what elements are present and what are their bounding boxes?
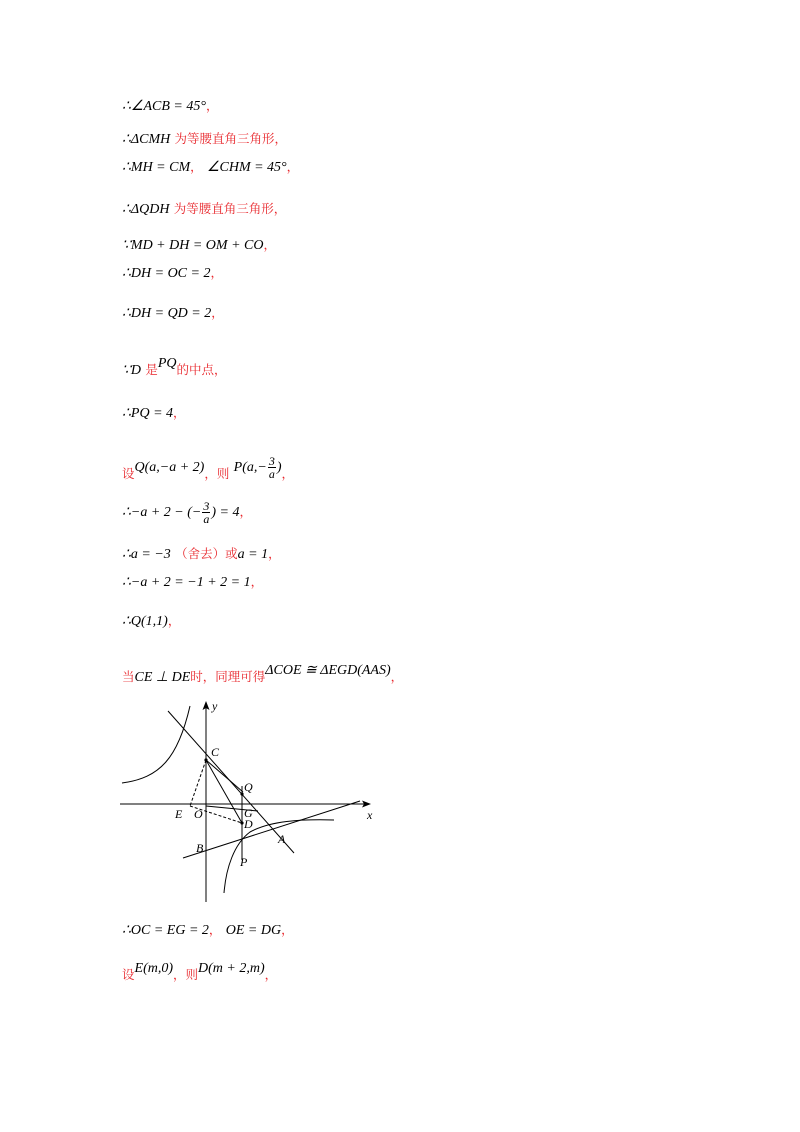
- line-11: [122, 500, 252, 525]
- label-G: G: [244, 806, 253, 820]
- line-5: [122, 236, 276, 255]
- label-E: E: [175, 807, 183, 821]
- punct: ，: [239, 504, 252, 519]
- segment-CE-dashed: [190, 760, 206, 806]
- text: 设: [122, 967, 135, 982]
- line-15: [122, 663, 404, 687]
- math-expr: PQ: [157, 356, 177, 371]
- punct: ，: [190, 159, 203, 174]
- label-A: A: [278, 832, 286, 846]
- math-expr: ): [276, 460, 282, 475]
- math-expr: ∵MD + DH = OM + CO: [122, 238, 264, 253]
- line-4: [122, 200, 286, 219]
- fraction-denominator: a: [268, 467, 275, 481]
- punct: ，: [281, 466, 295, 481]
- punct: ，: [211, 305, 224, 320]
- line-7: [122, 304, 224, 323]
- math-expr: ∴MH = CM: [122, 160, 191, 175]
- math-expr: ∵D: [122, 363, 142, 378]
- text: ，则: [204, 466, 230, 481]
- math-expr: ) = 4: [211, 505, 240, 520]
- text: 当: [122, 669, 135, 684]
- hyperbola-upper-left: [122, 706, 190, 783]
- geometry-figure: [120, 698, 382, 903]
- label-D: D: [244, 817, 253, 831]
- text: （舍去）或: [175, 546, 238, 561]
- punct: ，: [250, 574, 264, 589]
- line-13: [122, 573, 263, 592]
- line-17: [122, 961, 278, 985]
- fraction-numerator: 3: [203, 499, 210, 513]
- label-O: O: [194, 807, 203, 821]
- text: 为等腰直角三角形，: [174, 131, 288, 146]
- line-16: [122, 921, 294, 940]
- line-1: [122, 97, 218, 116]
- math-expr: Q(a,−a + 2): [134, 460, 205, 475]
- point-C: [204, 758, 207, 761]
- line-12: [122, 545, 281, 564]
- math-frac-expr: [234, 455, 282, 480]
- math-expr: E(m,0): [134, 961, 174, 976]
- punct: ，: [208, 922, 222, 937]
- math-expr: ΔCOE ≅ ΔEGD(AAS): [265, 663, 391, 678]
- math-expr: ∴Q(1,1): [122, 614, 168, 629]
- math-expr: ∴DH = QD = 2: [122, 306, 212, 321]
- text: 是: [145, 362, 158, 377]
- math-expr: ∴OC = EG = 2: [122, 923, 209, 938]
- math-expr: ∴−a + 2 − (−: [122, 505, 202, 520]
- punct: ，: [286, 159, 300, 174]
- label-C: C: [211, 745, 220, 759]
- math-expr: ∠CHM = 45°: [206, 160, 287, 175]
- label-Q: Q: [244, 780, 253, 794]
- punct: ，: [205, 98, 219, 113]
- label-B: B: [196, 841, 204, 855]
- line-3: [122, 158, 299, 177]
- text: 时，同理可得: [190, 669, 266, 684]
- line-14: [122, 612, 180, 631]
- line-6: [122, 264, 223, 283]
- fraction: [202, 500, 210, 525]
- punct: ，: [167, 613, 181, 628]
- label-y: y: [212, 699, 218, 713]
- punct: ，: [264, 967, 278, 982]
- label-P: P: [240, 855, 248, 869]
- fraction-numerator: 3: [268, 454, 275, 468]
- math-expr: D(m + 2,m): [198, 961, 265, 976]
- line-8: [122, 356, 227, 380]
- math-expr: ∴DH = OC = 2: [122, 266, 211, 281]
- punct: ，: [173, 405, 186, 420]
- math-expr: ∴ΔCMH: [122, 132, 171, 147]
- math-expr: ∴−a + 2 = −1 + 2 = 1: [122, 575, 251, 590]
- line-2: [122, 130, 287, 149]
- label-x: x: [367, 808, 373, 822]
- line-10: [122, 454, 295, 487]
- segment-CD: [206, 760, 242, 823]
- math-expr: ∴∠ACB = 45°: [122, 99, 206, 114]
- math-expr: ∴ΔQDH: [122, 202, 170, 217]
- math-expr: ∴a = −3: [122, 547, 171, 562]
- punct: ，: [390, 669, 404, 684]
- segment-CQ: [206, 760, 243, 792]
- text: 的中点，: [176, 362, 227, 377]
- line-BA: [183, 801, 360, 858]
- text: 为等腰直角三角形，: [173, 201, 287, 216]
- math-expr: ∴PQ = 4: [122, 406, 174, 421]
- punct: ，: [210, 265, 223, 280]
- text: ，则: [173, 967, 199, 982]
- fraction-denominator: a: [203, 512, 210, 526]
- math-expr: a = 1: [237, 547, 269, 562]
- punct: ，: [268, 546, 281, 561]
- math-expr: CE ⊥ DE: [134, 670, 191, 685]
- math-expr: OE = DG: [225, 923, 282, 938]
- punct: ，: [263, 237, 276, 252]
- math-expr: P(a,−: [233, 460, 267, 475]
- text: 设: [122, 466, 135, 481]
- punct: ，: [281, 922, 294, 937]
- line-9: [122, 404, 186, 423]
- fraction: [268, 455, 276, 480]
